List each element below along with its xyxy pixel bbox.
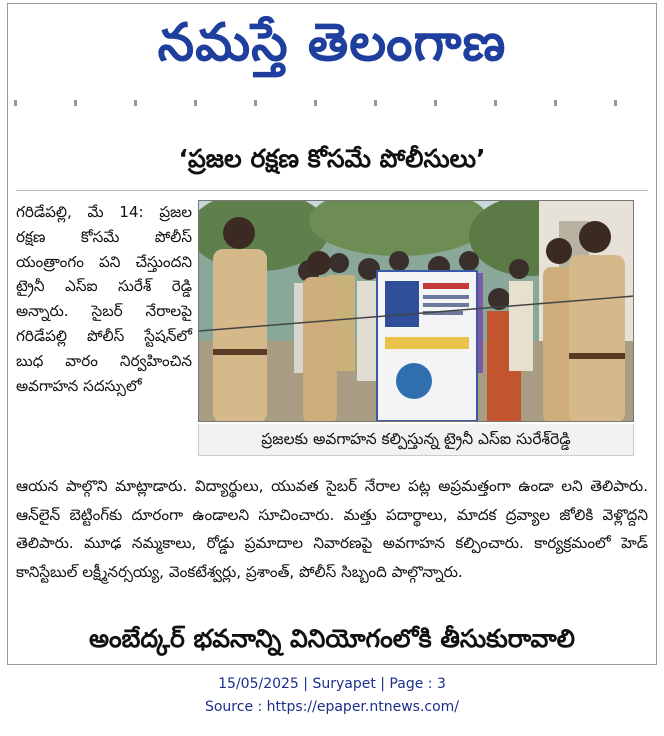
photo-caption: ప్రజలకు అవగాహన కల్పిస్తున్న ట్రైనీ ఎస్ఐ సురేశ్‌రెడ్డి [198,424,634,456]
article-headline: ‘ప్రజల రక్షణ కోసమే పోలీసులు’ [178,144,486,173]
clipped-text-edge [14,100,650,106]
article-column-text [16,200,192,398]
footer-date-line: 15/05/2025 | Suryapet | Page : 3 [218,676,446,692]
police-awareness-photo [199,201,634,422]
masthead [8,4,656,96]
newspaper-logo: నమస్తే తెలంగాణ [157,13,507,73]
epaper-clipping [7,3,657,665]
column-paragraph: గరిడేపల్లి, మే 14: ప్రజల రక్షణ కోసమే పోలీస్ యంత్రాంగం పని చేస్తుందని ట్రైనీ ఎస్ఐ సురేశ్ రెడ్డి అన్నారు. సైబర్ నేరాలపై గరిడేపల్లి పోలీస్ స్టేషన్‌లో బుధ వారం నిర్వహించిన అవగాహన సదస్సులో [16,203,192,395]
headline-divider [16,190,648,191]
article-photo [198,200,634,422]
footer-source-link[interactable]: Source : https://epaper.ntnews.com/ [204,699,460,715]
next-article-headline: అంబేద్కర్ భవనాన్ని వినియోగంలోకి తీసుకురావాలి [89,624,575,653]
article-body-text: ఆయన పాల్గొని మాట్లాడారు. విద్యార్థులు, యువత సైబర్ నేరాల పట్ల అప్రమత్తంగా ఉండా లని తెలిపారు. ఆన్‌లైన్ బెట్టింగ్‌కు దూరంగా ఉండాలని సూచించారు. మత్తు పదార్థాలు, మాదక ద్రవ్యాల జోలికి వెళ్లొద్దని తెలిపారు. మూఢ నమ్మకాలు, రోడ్డు ప్రమాదాల నివారణపై అవగాహన కల్పించారు. కార్యక్రమంలో హెడ్ కానిస్టేబుల్ లక్ష్మీనర్సయ్య, వెంకటేశ్వర్లు, ప్రశాంత్, పోలీస్ సిబ్బంది పాల్గొన్నారు. [16,477,648,581]
